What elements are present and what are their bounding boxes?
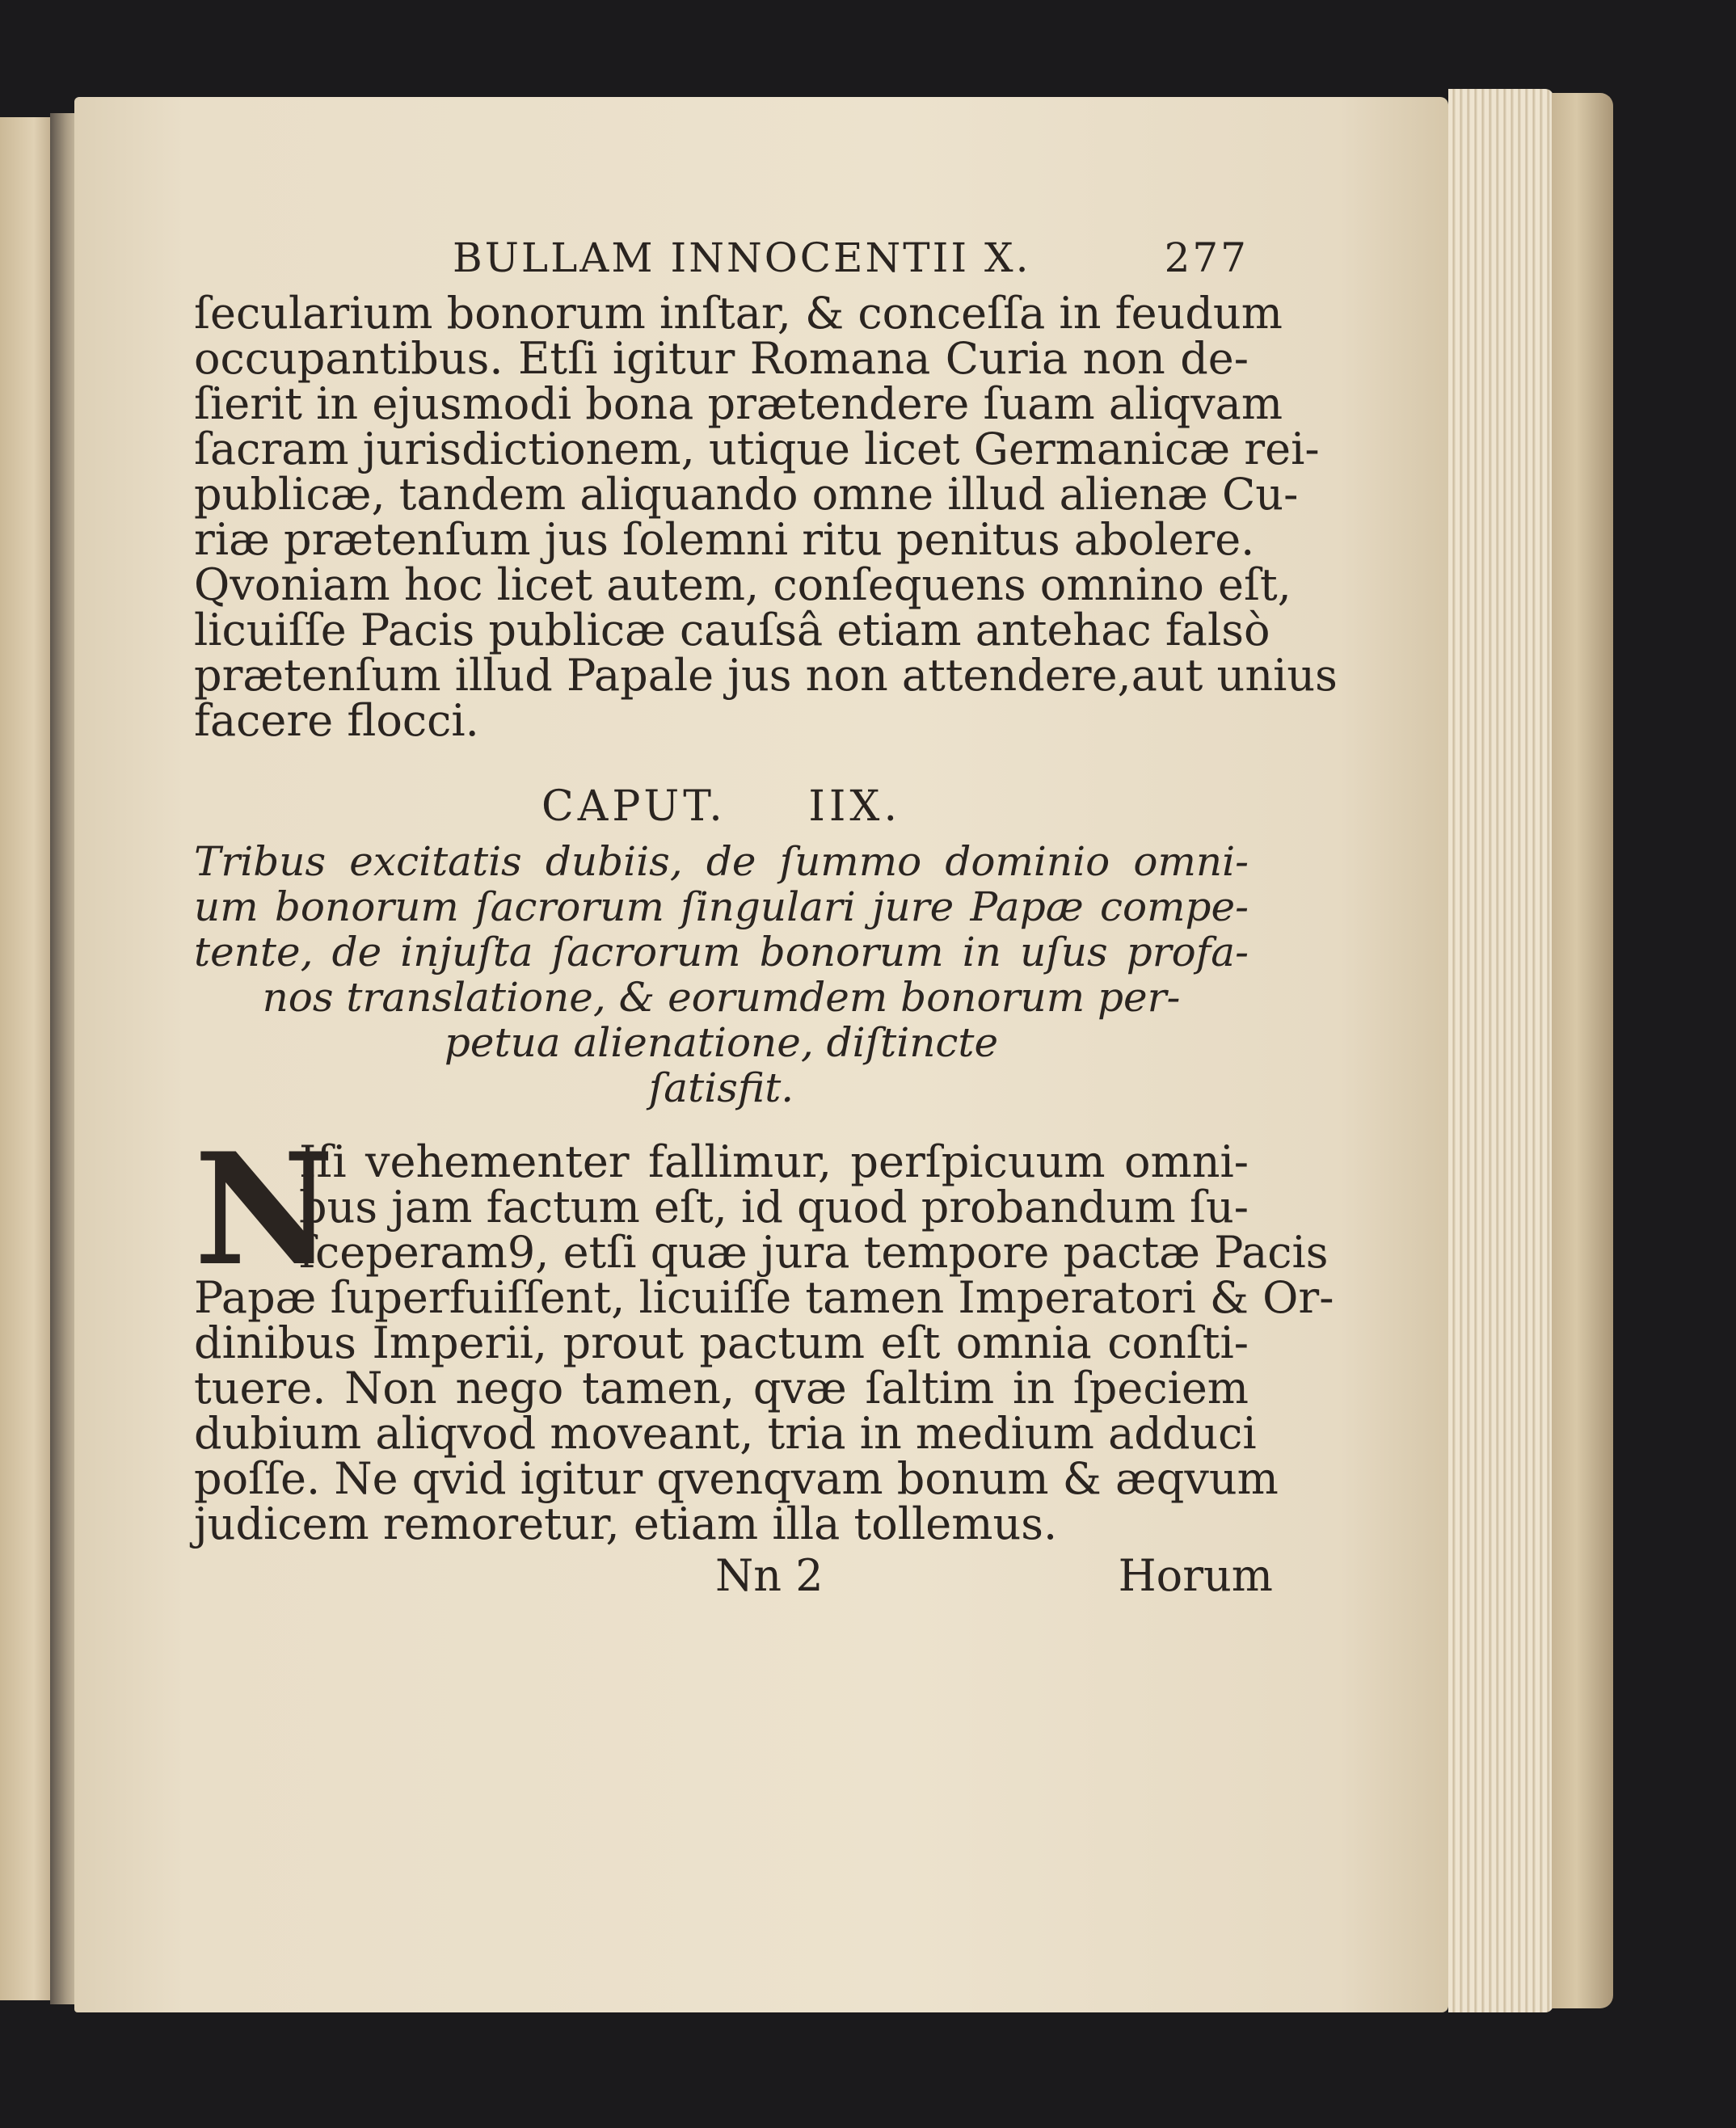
paragraph-1 <box>194 288 1338 746</box>
summary-line: tente, de injuſta ſacrorum bonorum in uſus profa- <box>194 929 1249 976</box>
summary-line: nos translatione, & eorumdem bonorum per- <box>262 974 1181 1021</box>
text-line: dinibus Imperii, prout pactum eſt omnia conſti- <box>194 1317 1249 1368</box>
text-line: ſceperam9, etſi quæ jura tempore pactæ Pacis <box>299 1227 1329 1278</box>
chapter-label: CAPUT. <box>541 782 727 831</box>
text-line: publicæ, tandem aliquando omne illud alienæ Cu- <box>194 469 1299 520</box>
summary-line: petua alienatione, diſtincte <box>444 1019 999 1066</box>
chapter-number: IIX. <box>808 782 901 831</box>
text-line: Qvoniam hoc licet autem, conſequens omnino eſt, <box>194 559 1291 610</box>
text-line: tuere. Non nego tamen, qvæ ſaltim in ſpeciem <box>194 1363 1249 1414</box>
summary-line: ſatisfit. <box>648 1064 794 1111</box>
page-footer <box>194 1550 1273 1607</box>
page-stack-edges <box>1448 89 1553 2012</box>
text-line: Iſi vehementer fallimur, perſpicuum omni- <box>299 1136 1249 1187</box>
signature-mark: Nn 2 <box>715 1550 824 1601</box>
page-number: 277 <box>1164 234 1249 281</box>
chapter-summary <box>194 839 1249 1110</box>
text-line: riæ prætenſum jus ſolemni ritu penitus abolere. <box>194 514 1255 565</box>
text-line: facere flocci. <box>194 695 479 746</box>
text-line: judicem remoretur, etiam illa tollemus. <box>194 1498 1058 1549</box>
text-line: bus jam factum eſt, id quod probandum ſu- <box>299 1182 1249 1233</box>
text-line: ſecularium bonorum inſtar, & conceſſa in feudum <box>194 288 1283 339</box>
chapter-heading <box>194 782 1249 839</box>
book-cover-edge <box>1552 93 1613 2008</box>
text-line: occupantibus. Etſi igitur Romana Curia non de- <box>194 333 1249 384</box>
summary-line: Tribus excitatis dubiis, de ſummo dominio omni- <box>194 838 1249 885</box>
page-text <box>194 234 1338 1607</box>
text-line: ſacram jurisdictionem, utique licet Germanicæ rei- <box>194 423 1320 474</box>
paragraph-2 <box>194 1119 1334 1549</box>
text-line: licuiſſe Pacis publicæ cauſsâ etiam antehac falsò <box>194 605 1270 655</box>
running-title: BULLAM INNOCENTII X. <box>453 234 1031 281</box>
catchword: Horum <box>1118 1550 1273 1601</box>
text-line: dubium aliqvod moveant, tria in medium adduci <box>194 1408 1257 1459</box>
text-line: prætenſum illud Papale jus non attendere,aut unius <box>194 650 1338 701</box>
summary-line: um bonorum ſacrorum ſingulari jure Papæ compe- <box>194 883 1249 930</box>
left-page-edge <box>0 117 57 2000</box>
drop-cap: N <box>194 1119 335 1300</box>
text-line: ſierit in ejusmodi bona prætendere ſuam aliqvam <box>194 378 1283 429</box>
running-head <box>194 234 1249 291</box>
text-line: Papæ ſuperfuiſſent, licuiſſe tamen Imperatori & Or- <box>194 1272 1334 1323</box>
text-line: poſſe. Ne qvid igitur qvenqvam bonum & æqvum <box>194 1453 1279 1504</box>
